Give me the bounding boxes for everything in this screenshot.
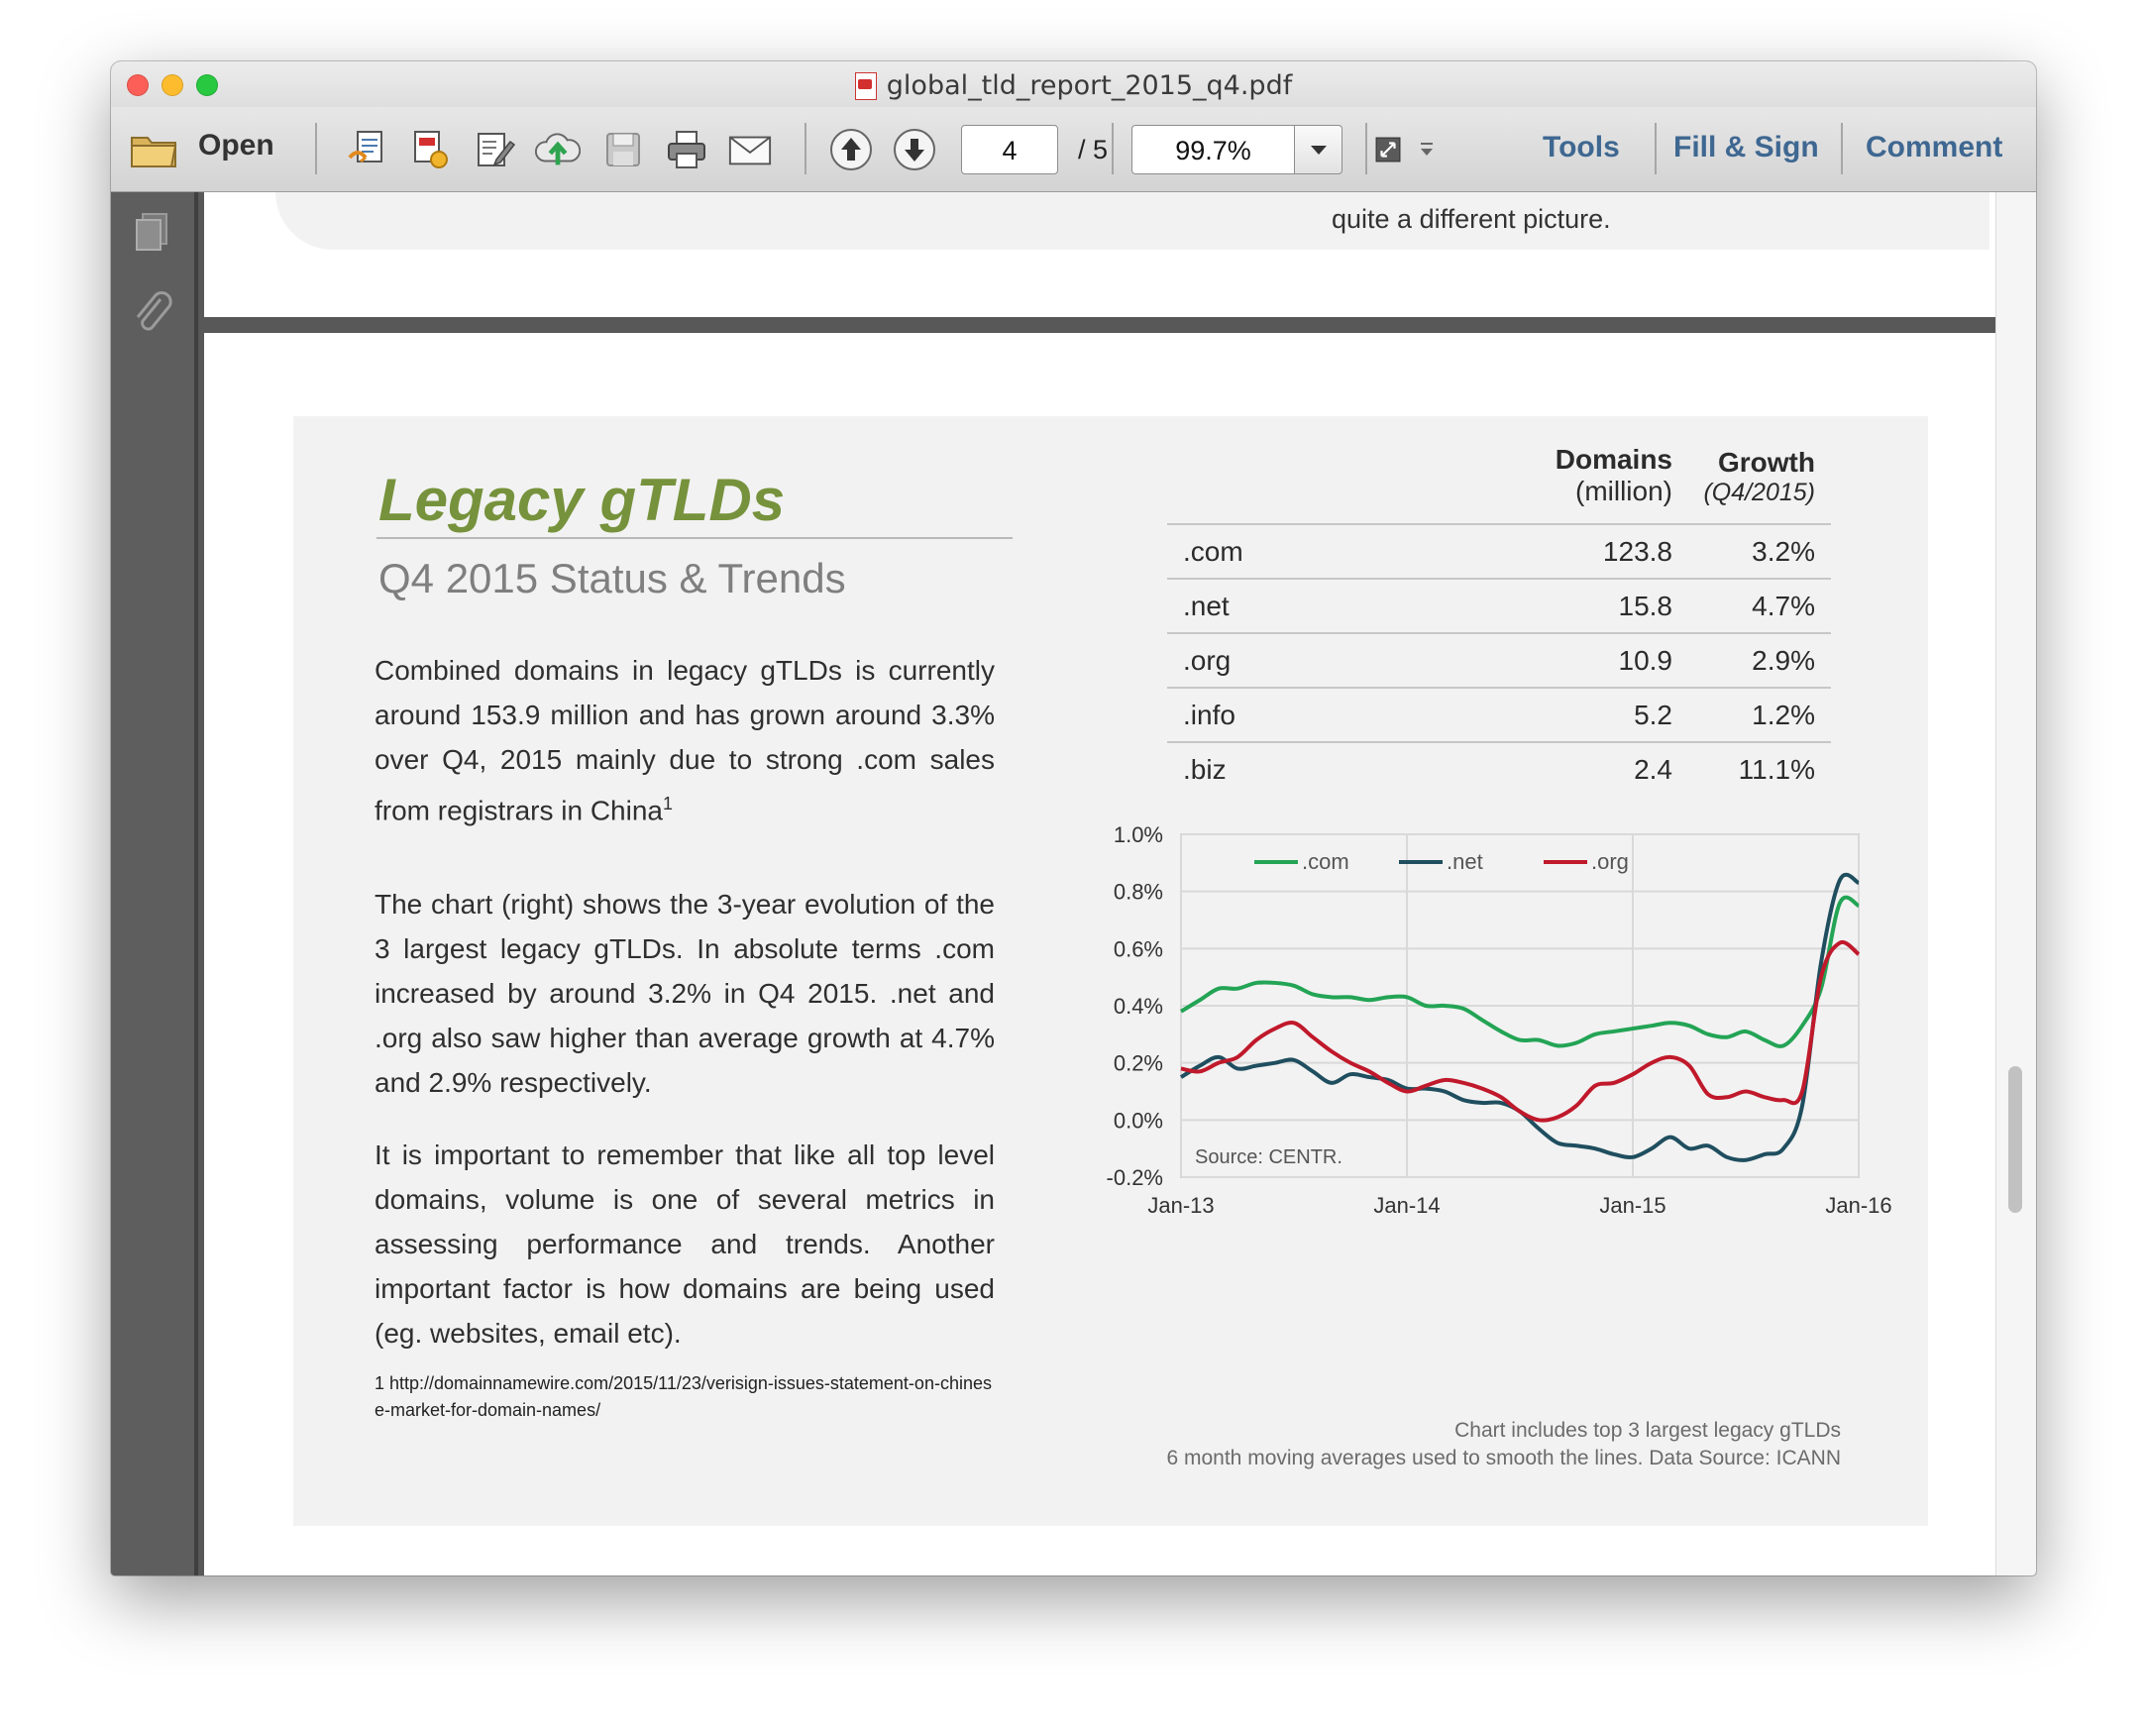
tld-cell: .com xyxy=(1167,524,1445,579)
legend-label: .net xyxy=(1447,849,1483,874)
toolbar xyxy=(111,107,2036,192)
edit-pdf-icon[interactable] xyxy=(472,127,517,172)
pages-icon[interactable] xyxy=(131,210,174,259)
page-total: / 5 xyxy=(1078,135,1109,164)
save-icon[interactable] xyxy=(600,127,646,172)
toolbar-divider xyxy=(1112,123,1114,174)
create-pdf-icon[interactable] xyxy=(345,127,390,172)
domains-header: Domains xyxy=(1555,444,1672,475)
current-page xyxy=(204,333,1998,1575)
growth-cell: 1.2% xyxy=(1688,688,1831,742)
window-title: global_tld_report_2015_q4.pdf xyxy=(886,70,1293,101)
toolbar-divider xyxy=(315,123,317,174)
y-tick-label: -0.2% xyxy=(1106,1165,1163,1190)
report-title: Legacy gTLDs xyxy=(378,467,786,533)
open-button[interactable]: Open xyxy=(198,129,274,162)
growth-cell: 11.1% xyxy=(1688,742,1831,796)
page-up-icon[interactable] xyxy=(828,127,874,172)
growth-header: Growth xyxy=(1718,447,1815,478)
y-tick-label: 1.0% xyxy=(1113,822,1163,847)
domains-cell: 5.2 xyxy=(1445,688,1688,742)
legend-label: .org xyxy=(1591,849,1629,874)
growth-cell: 4.7% xyxy=(1688,579,1831,633)
comment-menu[interactable]: Comment xyxy=(1866,131,2003,163)
table-row xyxy=(1167,579,1831,633)
x-tick-label: Jan-15 xyxy=(1599,1193,1666,1218)
chart-caption-2: 6 month moving averages used to smooth the lines. Data Source: ICANN xyxy=(1166,1447,1841,1469)
export-pdf-icon[interactable] xyxy=(408,127,454,172)
previous-page-panel xyxy=(275,192,1989,250)
legend-label: .com xyxy=(1302,849,1349,874)
chart-caption-1: Chart includes top 3 largest legacy gTLDs xyxy=(1454,1419,1841,1442)
title-divider xyxy=(376,537,1013,539)
pdf-viewer-window xyxy=(111,61,2036,1575)
footnote: 1 http://domainnamewire.com/2015/11/23/verisign-issues-statement-on-chinese-market-for-domain-names/ xyxy=(375,1373,992,1420)
zoom-field[interactable]: 99.7% xyxy=(1131,125,1295,174)
print-icon[interactable] xyxy=(664,127,709,172)
table-row xyxy=(1167,688,1831,742)
growth-unit: (Q4/2015) xyxy=(1703,479,1815,506)
footnote-marker: 1 xyxy=(662,794,673,814)
pdf-file-icon xyxy=(855,72,877,100)
tld-cell: .net xyxy=(1167,579,1445,633)
domains-unit: (million) xyxy=(1575,476,1672,506)
domains-cell: 10.9 xyxy=(1445,633,1688,688)
folder-icon[interactable] xyxy=(127,127,182,172)
x-tick-label: Jan-13 xyxy=(1147,1193,1215,1218)
fill-sign-menu[interactable]: Fill & Sign xyxy=(1673,131,1819,163)
toolbar-divider xyxy=(805,123,806,174)
domains-cell: 123.8 xyxy=(1445,524,1688,579)
table-row xyxy=(1167,524,1831,579)
table-row xyxy=(1167,742,1831,796)
paragraph-1 xyxy=(375,648,995,832)
more-tools-icon[interactable] xyxy=(1409,127,1445,172)
domains-cell: 15.8 xyxy=(1445,579,1688,633)
x-tick-label: Jan-16 xyxy=(1825,1193,1892,1218)
paragraph-1-text: Combined domains in legacy gTLDs is currently around 153.9 million and has grown around 3.3% over Q4, 2015 mainly due to strong .com sales from registrars in China xyxy=(375,655,995,826)
tld-cell: .org xyxy=(1167,633,1445,688)
upload-icon[interactable] xyxy=(535,127,581,172)
y-tick-label: 0.6% xyxy=(1113,936,1163,962)
paragraph-3: It is important to remember that like all top level domains, volume is one of several metrics in assessing performance and trends. Another important factor is how domains are being used (eg. websites, email etc). xyxy=(375,1139,995,1349)
document-view[interactable] xyxy=(198,192,2036,1575)
report-subtitle: Q4 2015 Status & Trends xyxy=(378,555,846,601)
growth-line-chart xyxy=(1046,822,1898,1357)
tld-cell: .info xyxy=(1167,688,1445,742)
vertical-scrollbar[interactable] xyxy=(1995,192,2036,1575)
x-tick-label: Jan-14 xyxy=(1373,1193,1441,1218)
tld-cell: .biz xyxy=(1167,742,1445,796)
tld-table xyxy=(1167,444,1831,796)
tools-menu[interactable]: Tools xyxy=(1543,131,1620,163)
paragraph-2: The chart (right) shows the 3-year evolution of the 3 largest legacy gTLDs. In absolute terms .com increased by around 3.2% in Q4 2015. .net and .org also saw higher than average growth at 4.7% and 2.9% respectively. xyxy=(375,889,995,1098)
previous-page-text: quite a different picture. xyxy=(1332,204,1611,234)
toolbar-divider xyxy=(1841,123,1843,174)
attachment-icon[interactable] xyxy=(131,289,174,342)
y-tick-label: 0.2% xyxy=(1113,1050,1163,1076)
page-number-input[interactable]: 4 xyxy=(961,125,1058,174)
toolbar-divider xyxy=(1655,123,1657,174)
table-row xyxy=(1167,633,1831,688)
email-icon[interactable] xyxy=(727,127,773,172)
fit-screen-icon[interactable] xyxy=(1336,127,1401,172)
previous-page xyxy=(204,192,1998,317)
y-tick-label: 0.8% xyxy=(1113,879,1163,905)
chart-source-note: Source: CENTR. xyxy=(1195,1146,1342,1168)
title-bar xyxy=(111,61,2036,107)
page-down-icon[interactable] xyxy=(892,127,937,172)
report-panel xyxy=(293,416,1928,1526)
y-tick-label: 0.4% xyxy=(1113,994,1163,1019)
navigation-sidebar xyxy=(111,192,198,1575)
scrollbar-thumb[interactable] xyxy=(2008,1066,2022,1213)
growth-cell: 2.9% xyxy=(1688,633,1831,688)
y-tick-label: 0.0% xyxy=(1113,1108,1163,1134)
growth-cell: 3.2% xyxy=(1688,524,1831,579)
domains-cell: 2.4 xyxy=(1445,742,1688,796)
